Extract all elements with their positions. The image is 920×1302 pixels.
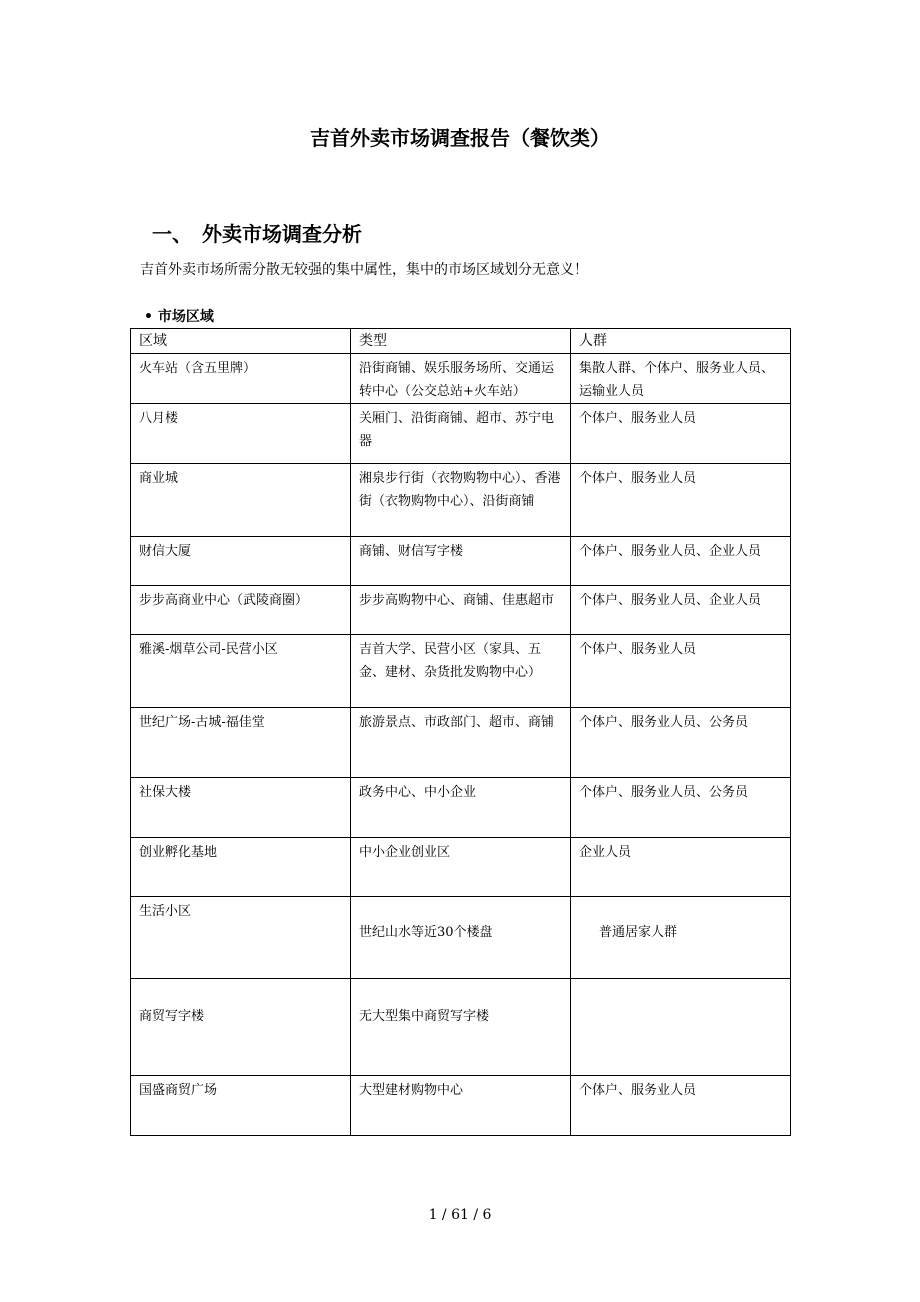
section-heading-text: 外卖市场调查分析 [202, 222, 362, 246]
table-row [131, 1076, 791, 1136]
table-row [131, 708, 791, 778]
header-type: 类型 [351, 329, 571, 354]
cell-type: 步步高购物中心、商铺、佳惠超市 [351, 586, 571, 635]
table-row [131, 354, 791, 404]
table-row [131, 404, 791, 464]
cell-region: 世纪广场-古城-福佳堂 [131, 708, 351, 778]
cell-crowd: 个体户、服务业人员 [571, 1076, 791, 1136]
table-row [131, 979, 791, 1076]
subheading [144, 306, 214, 326]
cell-type [351, 897, 571, 979]
cell-type: 沿街商铺、娱乐服务场所、交通运转中心（公交总站+火车站） [351, 354, 571, 404]
cell-type-text: 世纪山水等近30个楼盘 [359, 925, 493, 940]
cell-region: 国盛商贸广场 [131, 1076, 351, 1136]
cell-region: 创业孵化基地 [131, 838, 351, 897]
cell-region: 步步高商业中心（武陵商圈） [131, 586, 351, 635]
bullet-icon: • [144, 309, 153, 325]
cell-region: 雅溪-烟草公司-民营小区 [131, 635, 351, 708]
intro-paragraph: 吉首外卖市场所需分散无较强的集中属性，集中的市场区域划分无意义！ [140, 262, 588, 278]
cell-type: 商铺、财信写字楼 [351, 537, 571, 586]
table-row [131, 778, 791, 838]
cell-crowd: 集散人群、个体户、服务业人员、运输业人员 [571, 354, 791, 404]
cell-crowd: 个体户、服务业人员、公务员 [571, 778, 791, 838]
cell-crowd: 个体户、服务业人员、企业人员 [571, 586, 791, 635]
cell-type: 旅游景点、市政部门、超市、商铺 [351, 708, 571, 778]
cell-region: 生活小区 [131, 897, 351, 979]
cell-crowd: 个体户、服务业人员 [571, 464, 791, 537]
cell-region: 商业城 [131, 464, 351, 537]
cell-region: 财信大厦 [131, 537, 351, 586]
market-region-table [130, 328, 791, 1136]
header-crowd: 人群 [571, 329, 791, 354]
cell-type: 吉首大学、民营小区（家具、五金、建材、杂货批发购物中心） [351, 635, 571, 708]
cell-crowd: 个体户、服务业人员 [571, 635, 791, 708]
cell-type-text: 无大型集中商贸写字楼 [359, 1009, 490, 1024]
cell-crowd: 个体户、服务业人员、公务员 [571, 708, 791, 778]
cell-crowd [571, 979, 791, 1076]
table-row [131, 897, 791, 979]
cell-type: 关厢门、沿街商铺、超市、苏宁电器 [351, 404, 571, 464]
cell-crowd [571, 897, 791, 979]
cell-crowd: 个体户、服务业人员、企业人员 [571, 537, 791, 586]
table-row [131, 838, 791, 897]
section-number: 一、 [152, 222, 192, 246]
cell-region: 社保大楼 [131, 778, 351, 838]
table-row [131, 464, 791, 537]
page-number: 1 / 61 / 6 [428, 1207, 492, 1223]
document-title: 吉首外卖市场调查报告（餐饮类） [310, 126, 610, 150]
table-header-row [131, 329, 791, 354]
cell-crowd-text: 普通居家人群 [599, 925, 678, 940]
cell-region-text: 商贸写字楼 [139, 1009, 205, 1024]
cell-type: 中小企业创业区 [351, 838, 571, 897]
cell-type: 大型建材购物中心 [351, 1076, 571, 1136]
cell-crowd: 企业人员 [571, 838, 791, 897]
cell-crowd: 个体户、服务业人员 [571, 404, 791, 464]
cell-type: 政务中心、中小企业 [351, 778, 571, 838]
cell-region: 八月楼 [131, 404, 351, 464]
cell-type: 湘泉步行街（衣物购物中心）、香港街（衣物购物中心）、沿街商铺 [351, 464, 571, 537]
table-row [131, 635, 791, 708]
header-region: 区域 [131, 329, 351, 354]
section-heading [152, 218, 362, 247]
table-row [131, 586, 791, 635]
cell-type [351, 979, 571, 1076]
cell-region [131, 979, 351, 1076]
table-row [131, 537, 791, 586]
subheading-text: 市场区域 [157, 309, 214, 325]
cell-region: 火车站（含五里牌） [131, 354, 351, 404]
